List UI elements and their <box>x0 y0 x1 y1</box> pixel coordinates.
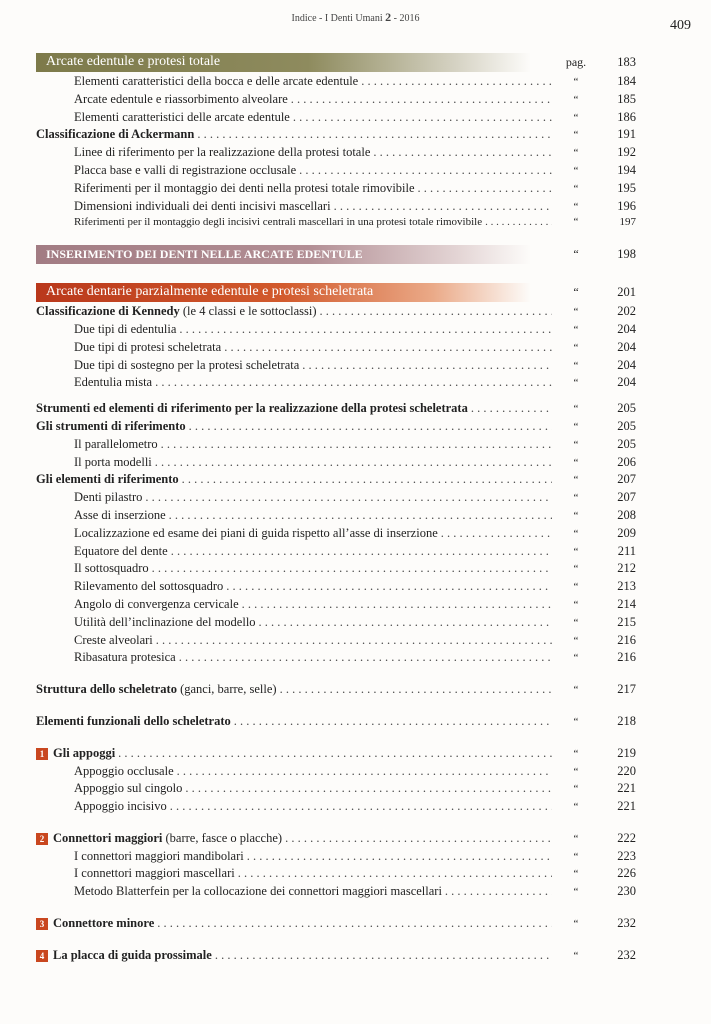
toc-entry-label <box>36 714 231 729</box>
spacer <box>36 234 636 242</box>
dot-leader <box>177 764 552 779</box>
header-title: Indice - I Denti Umani <box>291 13 383 24</box>
toc-entry <box>36 597 636 615</box>
toc-entry-subtitle: (ganci, barre, selle) <box>176 682 277 697</box>
page-ref-mark: “ <box>573 111 579 124</box>
dot-leader <box>155 455 552 470</box>
toc-entry <box>36 322 636 340</box>
toc-entry-title: Angolo di convergenza cervicale <box>74 596 239 611</box>
page-ref-number: 223 <box>617 848 636 863</box>
toc-entry-label <box>74 884 442 899</box>
dot-leader <box>320 304 552 319</box>
toc-entry <box>36 127 636 145</box>
running-header <box>0 10 711 25</box>
page-ref-mark: “ <box>573 284 579 299</box>
toc-entry-label <box>74 437 158 452</box>
page-ref-mark: “ <box>573 377 579 390</box>
toc-entry-label <box>74 74 358 89</box>
toc-entry-label <box>74 650 176 665</box>
toc-entry-label <box>36 127 194 142</box>
dot-leader <box>471 401 552 416</box>
toc-entry <box>36 490 636 508</box>
dot-leader <box>197 127 552 142</box>
toc-entry <box>36 508 636 526</box>
page-ref-number: 183 <box>617 54 636 69</box>
toc-entry-label <box>36 472 179 487</box>
dot-leader <box>161 437 552 452</box>
page-ref-mark: “ <box>573 93 579 106</box>
toc-entry-title: Due tipi di edentulia <box>74 321 177 336</box>
toc-entry-label <box>36 419 186 434</box>
page-ref-mark: “ <box>573 545 579 558</box>
toc-entry-subtitle: (le 4 classi e le sottoclassi) <box>179 304 317 319</box>
page-ref-mark: “ <box>573 76 579 88</box>
page-ref-mark: “ <box>573 684 579 697</box>
page-ref-mark: “ <box>573 616 579 629</box>
page-ref-mark: “ <box>573 886 579 899</box>
toc-entry-title: Appoggio incisivo <box>74 799 167 814</box>
dot-leader <box>152 561 552 576</box>
dot-leader <box>373 145 552 160</box>
toc-entry <box>36 304 636 322</box>
toc-entry-title: Appoggio sul cingolo <box>74 781 183 796</box>
page-ref-mark: “ <box>573 868 579 881</box>
toc-entry-title: Elementi funzionali dello scheletrato <box>36 713 231 728</box>
page-ref-number: 230 <box>617 884 636 899</box>
toc-entry-label <box>36 682 277 697</box>
toc-entry-title: Riferimenti per il montaggio degli incisivi centrali mascellari in una protesi totale rimovibile <box>74 216 483 229</box>
page-ref-mark: “ <box>573 949 579 962</box>
page-ref-mark: “ <box>573 783 579 796</box>
toc-entry-title: Gli strumenti di riferimento <box>36 418 186 433</box>
section-number-badge: 1 <box>36 748 48 760</box>
toc-entry-label <box>74 526 438 541</box>
page-ref-number: 222 <box>617 830 636 845</box>
page-ref-number: 194 <box>617 162 636 177</box>
toc-entry <box>36 437 636 455</box>
toc-entry-label <box>74 163 296 178</box>
toc-entry <box>36 579 636 597</box>
dot-leader <box>291 92 552 107</box>
page-ref-mark: “ <box>573 492 579 505</box>
page-ref-number: 195 <box>617 180 636 195</box>
toc-entry <box>36 110 636 128</box>
page-ref-number: 232 <box>617 916 636 931</box>
dot-leader <box>224 340 552 355</box>
page-ref-number: 198 <box>617 246 636 261</box>
header-year: - 2016 <box>393 13 420 24</box>
dot-leader <box>242 597 552 612</box>
dot-leader <box>189 419 552 434</box>
toc-entry-title: Linee di riferimento per la realizzazione della protesi totale <box>74 145 371 160</box>
toc-entry-label <box>74 579 223 594</box>
toc-entry-title: Ribasatura protesica <box>74 650 176 665</box>
page-ref-number: 196 <box>617 198 636 213</box>
toc-entry-title: Classificazione di Kennedy <box>36 304 180 319</box>
toc-entry <box>36 472 636 490</box>
dot-leader <box>118 746 552 761</box>
toc-entry-title: Connettore minore <box>53 916 155 931</box>
page-ref-mark: “ <box>573 765 579 778</box>
toc-entry <box>36 216 636 234</box>
toc-entry <box>36 199 636 217</box>
dot-leader <box>156 633 552 648</box>
toc-entry-title: Due tipi di sostegno per la protesi scheletrata <box>74 357 300 372</box>
page-ref-number: 216 <box>617 650 636 665</box>
toc-entry <box>36 340 636 358</box>
toc-entry-label <box>74 764 174 779</box>
page-ref-number: 209 <box>617 525 636 540</box>
dot-leader <box>215 948 552 963</box>
toc-entry-title: Il porta modelli <box>74 454 152 469</box>
page-ref-mark: “ <box>573 147 579 160</box>
toc-entry <box>36 74 636 92</box>
toc-entry-label <box>74 322 176 337</box>
toc-entry-label <box>36 401 468 416</box>
toc-entry-title: Rilevamento del sottosquadro <box>74 579 224 594</box>
page-ref-mark: “ <box>573 456 579 469</box>
section-banner-title: Arcate edentule e protesi totale <box>36 53 531 72</box>
toc-entry-label <box>36 746 115 761</box>
toc-entry-label <box>74 544 168 559</box>
page-ref-mark: “ <box>573 200 579 213</box>
dot-leader <box>169 508 552 523</box>
toc-entry <box>36 615 636 633</box>
dot-leader <box>485 216 552 228</box>
toc-entry-label <box>74 216 482 228</box>
page-ref-mark: pag. <box>565 54 587 69</box>
page-ref-mark: “ <box>573 129 579 142</box>
dot-leader <box>185 781 552 796</box>
toc-entry-title: Gli appoggi <box>53 745 116 760</box>
dot-leader <box>334 199 552 214</box>
toc-entry-title: Creste alveolari <box>74 632 153 647</box>
page-ref-mark: “ <box>573 246 579 261</box>
dot-leader <box>361 74 552 89</box>
page-ref-number: 204 <box>617 375 636 390</box>
toc-entry <box>36 633 636 651</box>
dot-leader <box>145 490 552 505</box>
toc-entry-title: Due tipi di protesi scheletrata <box>74 339 222 354</box>
page-ref-mark: “ <box>573 918 579 931</box>
toc-entry <box>36 714 636 732</box>
toc-entry <box>36 866 636 884</box>
page-ref-number: 226 <box>617 866 636 881</box>
page-ref-number: 184 <box>617 74 636 88</box>
toc-entry-label <box>74 781 182 796</box>
dot-leader <box>247 849 552 864</box>
toc-entry <box>36 650 636 668</box>
toc-entry <box>36 746 636 764</box>
toc-entry-label <box>74 110 290 125</box>
toc-entry-title: I connettori maggiori mandibolari <box>74 848 244 863</box>
toc-entry-label <box>74 597 239 612</box>
page-ref-number: 186 <box>617 109 636 124</box>
page-ref-mark: “ <box>573 509 579 522</box>
toc-entry-label <box>36 948 212 963</box>
page-ref-mark: “ <box>573 438 579 451</box>
page-ref-number: 205 <box>617 418 636 433</box>
page-ref-mark: “ <box>573 715 579 728</box>
section-number-badge: 4 <box>36 950 48 962</box>
page-ref-number: 220 <box>617 763 636 778</box>
page-ref-number: 215 <box>617 614 636 629</box>
page-ref-number: 205 <box>617 436 636 451</box>
section-banner-row <box>36 282 636 302</box>
toc-entry-label <box>74 561 149 576</box>
toc-entry-label <box>74 358 299 373</box>
page-ref-mark: “ <box>573 420 579 433</box>
page-ref-number: 202 <box>617 304 636 319</box>
toc-entry-title: Dimensioni individuali dei denti incisivi mascellari <box>74 198 331 213</box>
dot-leader <box>171 544 552 559</box>
page-ref-number: 218 <box>617 713 636 728</box>
page-ref-number: 232 <box>617 947 636 962</box>
dot-leader <box>418 181 552 196</box>
toc-entry <box>36 145 636 163</box>
toc-entry <box>36 181 636 199</box>
page-ref-number: 205 <box>617 401 636 416</box>
spacer <box>36 266 636 280</box>
dot-leader <box>182 472 552 487</box>
page-ref-mark: “ <box>573 306 579 319</box>
section-number-badge: 3 <box>36 918 48 930</box>
toc-entry-label <box>74 508 166 523</box>
toc-entry <box>36 799 636 817</box>
toc-entry <box>36 375 636 393</box>
toc-entry-label <box>74 181 415 196</box>
toc-entry-title: Localizzazione ed esame dei piani di guida rispetto all’asse di inserzione <box>74 525 438 540</box>
page-ref-mark: “ <box>573 164 579 177</box>
page-ref-number: 185 <box>617 91 636 106</box>
toc-entry-title: Riferimenti per il montaggio dei denti nella protesi totale rimovibile <box>74 180 415 195</box>
page-ref-number: 204 <box>617 339 636 354</box>
toc-entry-subtitle: (barre, fasce o placche) <box>162 830 283 845</box>
toc-entry-label <box>36 304 317 319</box>
toc-entry-label <box>74 866 235 881</box>
toc-entry-title: Arcate edentule e riassorbimento alveolare <box>74 91 288 106</box>
page-ref-mark: “ <box>573 182 579 195</box>
dot-leader <box>234 714 552 729</box>
toc-entry-title: Elementi caratteristici delle arcate edentule <box>74 109 290 124</box>
page-ref-mark: “ <box>573 323 579 336</box>
toc-entry <box>36 781 636 799</box>
page-ref-number: 216 <box>617 632 636 647</box>
page-number: 409 <box>670 18 691 33</box>
toc-entry-label <box>74 199 331 214</box>
table-of-contents <box>36 50 636 966</box>
page-ref-number: 214 <box>617 596 636 611</box>
toc-entry-label <box>74 615 256 630</box>
page-ref-mark: “ <box>573 216 579 229</box>
toc-entry-title: Asse di inserzione <box>74 507 166 522</box>
toc-entry-title: Classificazione di Ackermann <box>36 127 195 142</box>
page-ref-number: 217 <box>617 682 636 697</box>
page-ref-mark: “ <box>573 563 579 576</box>
toc-entry <box>36 419 636 437</box>
section-banner-row <box>36 52 636 72</box>
toc-entry-title: Strumenti ed elementi di riferimento per la realizzazione della protesi scheletrata <box>36 401 468 416</box>
toc-entry-title: Elementi caratteristici della bocca e delle arcate edentule <box>74 74 359 88</box>
toc-entry <box>36 916 636 934</box>
page-ref-mark: “ <box>573 527 579 540</box>
spacer <box>36 902 636 916</box>
dot-leader <box>226 579 552 594</box>
section-banner-title: INSERIMENTO DEI DENTI NELLE ARCATE EDENTULE <box>36 245 531 264</box>
spacer <box>36 817 636 831</box>
page-ref-number: 204 <box>617 357 636 372</box>
dot-leader <box>285 831 552 846</box>
toc-entry-title: Edentulia mista <box>74 375 153 390</box>
page-ref-number: 207 <box>617 472 636 487</box>
toc-entry <box>36 163 636 181</box>
page-ref-number: 208 <box>617 507 636 522</box>
page-ref-number: 219 <box>617 745 636 760</box>
page-ref-number: 207 <box>617 490 636 505</box>
toc-entry-title: Utilità dell’inclinazione del modello <box>74 614 256 629</box>
dot-leader <box>179 322 552 337</box>
dot-leader <box>293 110 552 125</box>
page-ref-mark: “ <box>573 801 579 814</box>
section-number-badge: 2 <box>36 833 48 845</box>
page-ref-number: 191 <box>617 127 636 142</box>
spacer <box>36 732 636 746</box>
toc-entry <box>36 561 636 579</box>
dot-leader <box>302 358 552 373</box>
page-ref-mark: “ <box>573 474 579 487</box>
toc-entry-label <box>74 633 153 648</box>
spacer <box>36 700 636 714</box>
toc-entry-label <box>74 145 370 160</box>
page-ref-number: 197 <box>619 216 636 229</box>
page-ref-number: 212 <box>617 561 636 576</box>
toc-entry-title: Placca base e valli di registrazione occlusale <box>74 162 297 177</box>
dot-leader <box>259 615 552 630</box>
toc-entry-label <box>74 455 152 470</box>
dot-leader <box>441 526 552 541</box>
toc-entry-title: Denti pilastro <box>74 490 143 505</box>
page-ref-mark: “ <box>573 598 579 611</box>
toc-entry-title: Appoggio occlusale <box>74 763 174 778</box>
page-ref-number: 221 <box>617 781 636 796</box>
section-banner-title: Arcate dentarie parzialmente edentule e protesi scheletrata <box>36 283 531 302</box>
page-ref-number: 206 <box>617 454 636 469</box>
dot-leader <box>299 163 552 178</box>
toc-entry-label <box>74 375 152 390</box>
toc-entry <box>36 358 636 376</box>
dot-leader <box>157 916 552 931</box>
section-banner-row <box>36 244 636 264</box>
toc-entry-label <box>74 490 142 505</box>
toc-entry <box>36 764 636 782</box>
spacer <box>36 668 636 682</box>
toc-entry-label <box>74 340 221 355</box>
toc-entry-label <box>36 916 154 931</box>
toc-entry-title: Metodo Blatterfein per la collocazione dei connettori maggiori mascellari <box>74 884 442 899</box>
page-ref-number: 211 <box>617 543 636 558</box>
spacer <box>36 934 636 948</box>
page-ref-mark: “ <box>573 832 579 845</box>
page-ref-mark: “ <box>573 341 579 354</box>
page-ref-number: 213 <box>617 579 636 594</box>
toc-entry <box>36 92 636 110</box>
page-ref-mark: “ <box>573 359 579 372</box>
toc-entry-label <box>36 831 282 846</box>
toc-entry <box>36 401 636 419</box>
dot-leader <box>238 866 552 881</box>
toc-entry-label <box>74 92 288 107</box>
dot-leader <box>170 799 552 814</box>
toc-entry <box>36 544 636 562</box>
toc-entry-title: Il parallelometro <box>74 436 158 451</box>
toc-entry <box>36 884 636 902</box>
toc-entry-title: Il sottosquadro <box>74 561 149 576</box>
toc-entry <box>36 682 636 700</box>
toc-entry-title: Gli elementi di riferimento <box>36 472 179 487</box>
page-ref-mark: “ <box>573 581 579 594</box>
page-ref-number: 221 <box>617 799 636 814</box>
dot-leader <box>280 682 552 697</box>
header-volume-number: 2 <box>385 10 392 24</box>
toc-entry-title: Struttura dello scheletrato <box>36 682 177 697</box>
toc-entry <box>36 849 636 867</box>
toc-entry-label <box>74 849 244 864</box>
dot-leader <box>179 650 552 665</box>
page-ref-number: 204 <box>617 321 636 336</box>
toc-entry-title: I connettori maggiori mascellari <box>74 866 235 881</box>
toc-entry-title: La placca di guida prossimale <box>53 947 212 962</box>
page-ref-number: 192 <box>617 145 636 160</box>
page-ref-mark: “ <box>573 652 579 665</box>
toc-entry <box>36 455 636 473</box>
toc-entry-title: Equatore del dente <box>74 543 168 558</box>
dot-leader <box>155 375 552 390</box>
page-ref-mark: “ <box>573 747 579 760</box>
page-ref-mark: “ <box>573 403 579 416</box>
page-ref-number: 201 <box>617 284 636 299</box>
toc-entry-title: Connettori maggiori <box>53 830 163 845</box>
page-ref-mark: “ <box>573 634 579 647</box>
toc-entry-label <box>74 799 167 814</box>
toc-entry <box>36 526 636 544</box>
dot-leader <box>445 884 552 899</box>
toc-entry <box>36 948 636 966</box>
page-ref-mark: “ <box>573 850 579 863</box>
spacer <box>36 393 636 401</box>
toc-entry <box>36 831 636 849</box>
